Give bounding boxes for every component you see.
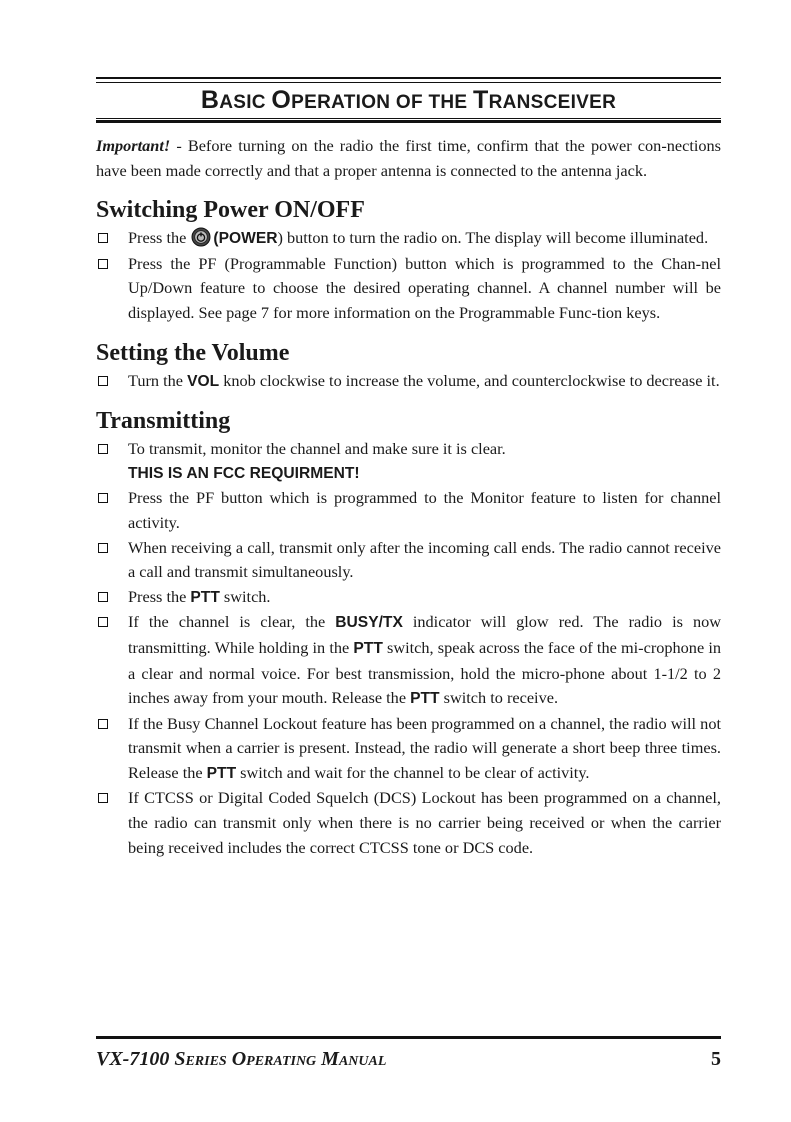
item-text: If the channel is clear, the: [128, 612, 336, 632]
checkbox-icon: [98, 493, 108, 503]
item-text: ) button to turn the radio on. The display will become illuminated.: [277, 228, 709, 248]
item-text: switch, speak across the face of the mi-crophone in a clear and normal voice. For best transmission, hold the micro-phone about 1-1/2 to 2 inches away from your mouth. Release the: [128, 637, 722, 708]
page-number: 5: [711, 1048, 721, 1070]
section-heading-power: Switching Power ON/OFF: [96, 197, 365, 224]
list-item: [96, 786, 721, 860]
checkbox-icon: [98, 793, 108, 803]
title-cap-t: T: [472, 86, 489, 114]
fcc-notice: THIS IS AN FCC REQUIRMENT!: [128, 464, 360, 482]
page-footer: [96, 1036, 721, 1071]
page-content: [96, 68, 721, 860]
list-item: [96, 536, 721, 585]
ptt-keyword: PTT: [353, 639, 383, 657]
volume-list: [96, 369, 721, 395]
list-item: [96, 585, 721, 611]
title-part-peration: PERATION: [291, 92, 391, 113]
item-text: switch and wait for the channel to be clear of activity.: [236, 762, 590, 782]
list-item: [96, 437, 721, 486]
list-item: [96, 486, 721, 535]
footer-rule: [96, 1036, 721, 1039]
title-cap-b: B: [200, 86, 220, 114]
title-top-rule: [96, 77, 721, 83]
checkbox-icon: [98, 719, 108, 729]
checkbox-icon: [98, 592, 108, 602]
title-part-asic: ASIC: [219, 92, 266, 113]
checkbox-icon: [98, 233, 108, 243]
important-label: Important!: [96, 136, 171, 155]
title-bottom-rule: [96, 118, 721, 123]
busy-tx-keyword: BUSY/TX: [335, 614, 403, 632]
manual-title: VX-7100 Series Operating Manual: [96, 1048, 387, 1070]
item-text: Press the: [128, 586, 191, 606]
transmitting-list: [96, 437, 721, 860]
power-button-icon: [191, 227, 211, 247]
footer-row: [96, 1048, 721, 1071]
list-item: [96, 610, 721, 711]
item-text: indicator will glow red. The radio is now transmitting. While holding in the: [128, 612, 721, 657]
title-part-of-the: OF THE: [395, 92, 468, 113]
item-text: Press the PF button which is programmed to the Monitor feature to listen for channel activity.: [128, 488, 721, 532]
item-text: knob clockwise to increase the volume, and counterclockwise to decrease it.: [219, 370, 720, 390]
section-heading-transmitting: Transmitting: [96, 408, 231, 435]
title-block: [96, 68, 721, 128]
intro-paragraph: [96, 134, 721, 183]
list-item: [96, 369, 721, 395]
checkbox-icon: [98, 617, 108, 627]
item-text: Press the PF (Programmable Function) button which is programmed to the Chan-nel Up/Down feature to choose the desired operating channel. A channel number will be displayed. See page 7 for more information on the Programmable Func-tion keys.: [128, 253, 721, 322]
checkbox-icon: [98, 259, 108, 269]
item-text: switch.: [219, 586, 271, 606]
item-text: When receiving a call, transmit only after the incoming call ends. The radio cannot receive a call and transmit simultaneously.: [128, 537, 721, 582]
ptt-keyword: PTT: [410, 690, 440, 708]
ptt-keyword: PTT: [206, 764, 237, 782]
list-item: [96, 712, 721, 787]
checkbox-icon: [98, 444, 108, 454]
item-text: Press the: [128, 228, 191, 248]
checkbox-icon: [98, 543, 108, 553]
list-item: [96, 226, 721, 252]
title-part-ransceiver: RANSCEIVER: [488, 92, 617, 113]
power-keyword: (POWER: [213, 230, 278, 248]
checkbox-icon: [98, 376, 108, 386]
intro-text: - Before turning on the radio the first time, confirm that the power con-nections have been made correctly and that a proper antenna is connected to the antenna jack.: [96, 136, 721, 180]
power-list: [96, 226, 721, 325]
item-text: If CTCSS or Digital Coded Squelch (DCS) Lockout has been programmed on a channel, the radio can transmit only when there is no carrier being received or when the carrier being received includes the correct CTCSS tone or DCS code.: [128, 788, 721, 857]
item-text: Turn the: [128, 370, 188, 390]
title-cap-o: O: [271, 86, 292, 114]
item-text: switch to receive.: [439, 688, 559, 708]
section-heading-volume: Setting the Volume: [96, 339, 290, 366]
page-title: [96, 88, 721, 115]
item-text: If the Busy Channel Lockout feature has been programmed on a channel, the radio will not transmit when a carrier is present. Instead, the radio will generate a short beep three times. Release the: [128, 713, 721, 782]
ptt-keyword: PTT: [190, 588, 220, 606]
vol-keyword: VOL: [187, 372, 220, 390]
list-item: [96, 252, 721, 326]
item-text: To transmit, monitor the channel and make sure it is clear.: [128, 439, 506, 459]
